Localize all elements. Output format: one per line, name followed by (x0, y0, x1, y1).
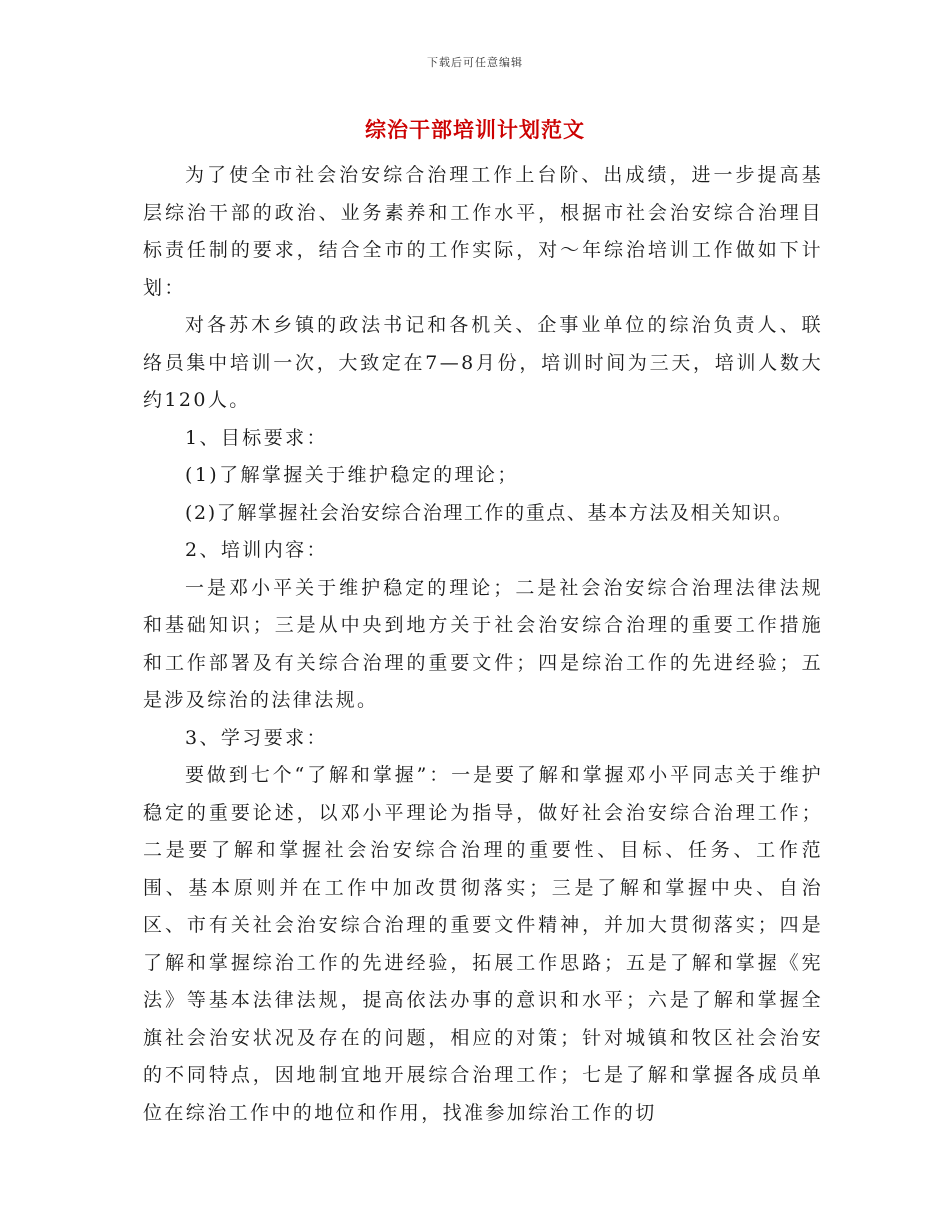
goal-item-1: (1)了解掌握关于维护稳定的理论； (185, 464, 519, 486)
intro-paragraph: 为了使全市社会治安综合治理工作上台阶、出成绩，进一步提高基层综治干部的政治、业务素养和工作水平，根据市社会治安综合治理目标责任制的要求，结合全市的工作实际，对～年综治培训工作做如下计划： (143, 164, 823, 299)
section-heading-requirements: 3、学习要求： (185, 726, 328, 749)
learning-requirements-paragraph: 要做到七个“了解和掌握”：一是要了解和掌握邓小平同志关于维护稳定的重要论述，以邓小平理论为指导，做好社会治安综合治理工作；二是要了解和掌握社会治安综合治理的重要性、目标、任务、工作范围、基本原则并在工作中加改贯彻落实；三是了解和掌握中央、自治区、市有关社会治安综合治理的重要文件精神，并加大贯彻落实；四是了解和掌握综治工作的先进经验，拓展工作思路；五是了解和掌握《宪法》等基本法律法规，提高依法办事的意识和水平；六是了解和掌握全旗社会治安状况及存在的问题，相应的对策；针对城镇和牧区社会治安的不同特点，因地制宜地开展综合治理工作；七是了解和掌握各成员单位在综治工作中的地位和作用，找准参加综治工作的切 (143, 764, 823, 1124)
section-heading-content: 2、培训内容： (185, 539, 328, 561)
section-heading-goals: 1、目标要求： (185, 426, 328, 449)
training-arrangement-paragraph: 对各苏木乡镇的政法书记和各机关、企事业单位的综治负责人、联络员集中培训一次，大致定在7—8月份，培训时间为三天，培训人数大约120人。 (143, 314, 823, 411)
page-header-note: 下载后可任意编辑 (427, 56, 523, 69)
training-content-paragraph: 一是邓小平关于维护稳定的理论；二是社会治安综合治理法律法规和基础知识；三是从中央到地方关于社会治安综合治理的重要工作措施和工作部署及有关综合治理的重要文件；四是综治工作的先进经验；五是涉及综治的法律法规。 (143, 576, 823, 711)
goal-item-2: (2)了解掌握社会治安综合治理工作的重点、基本方法及相关知识。 (185, 501, 794, 524)
document-title: 综治干部培训计划范文 (365, 117, 585, 142)
document-body (143, 157, 823, 1132)
